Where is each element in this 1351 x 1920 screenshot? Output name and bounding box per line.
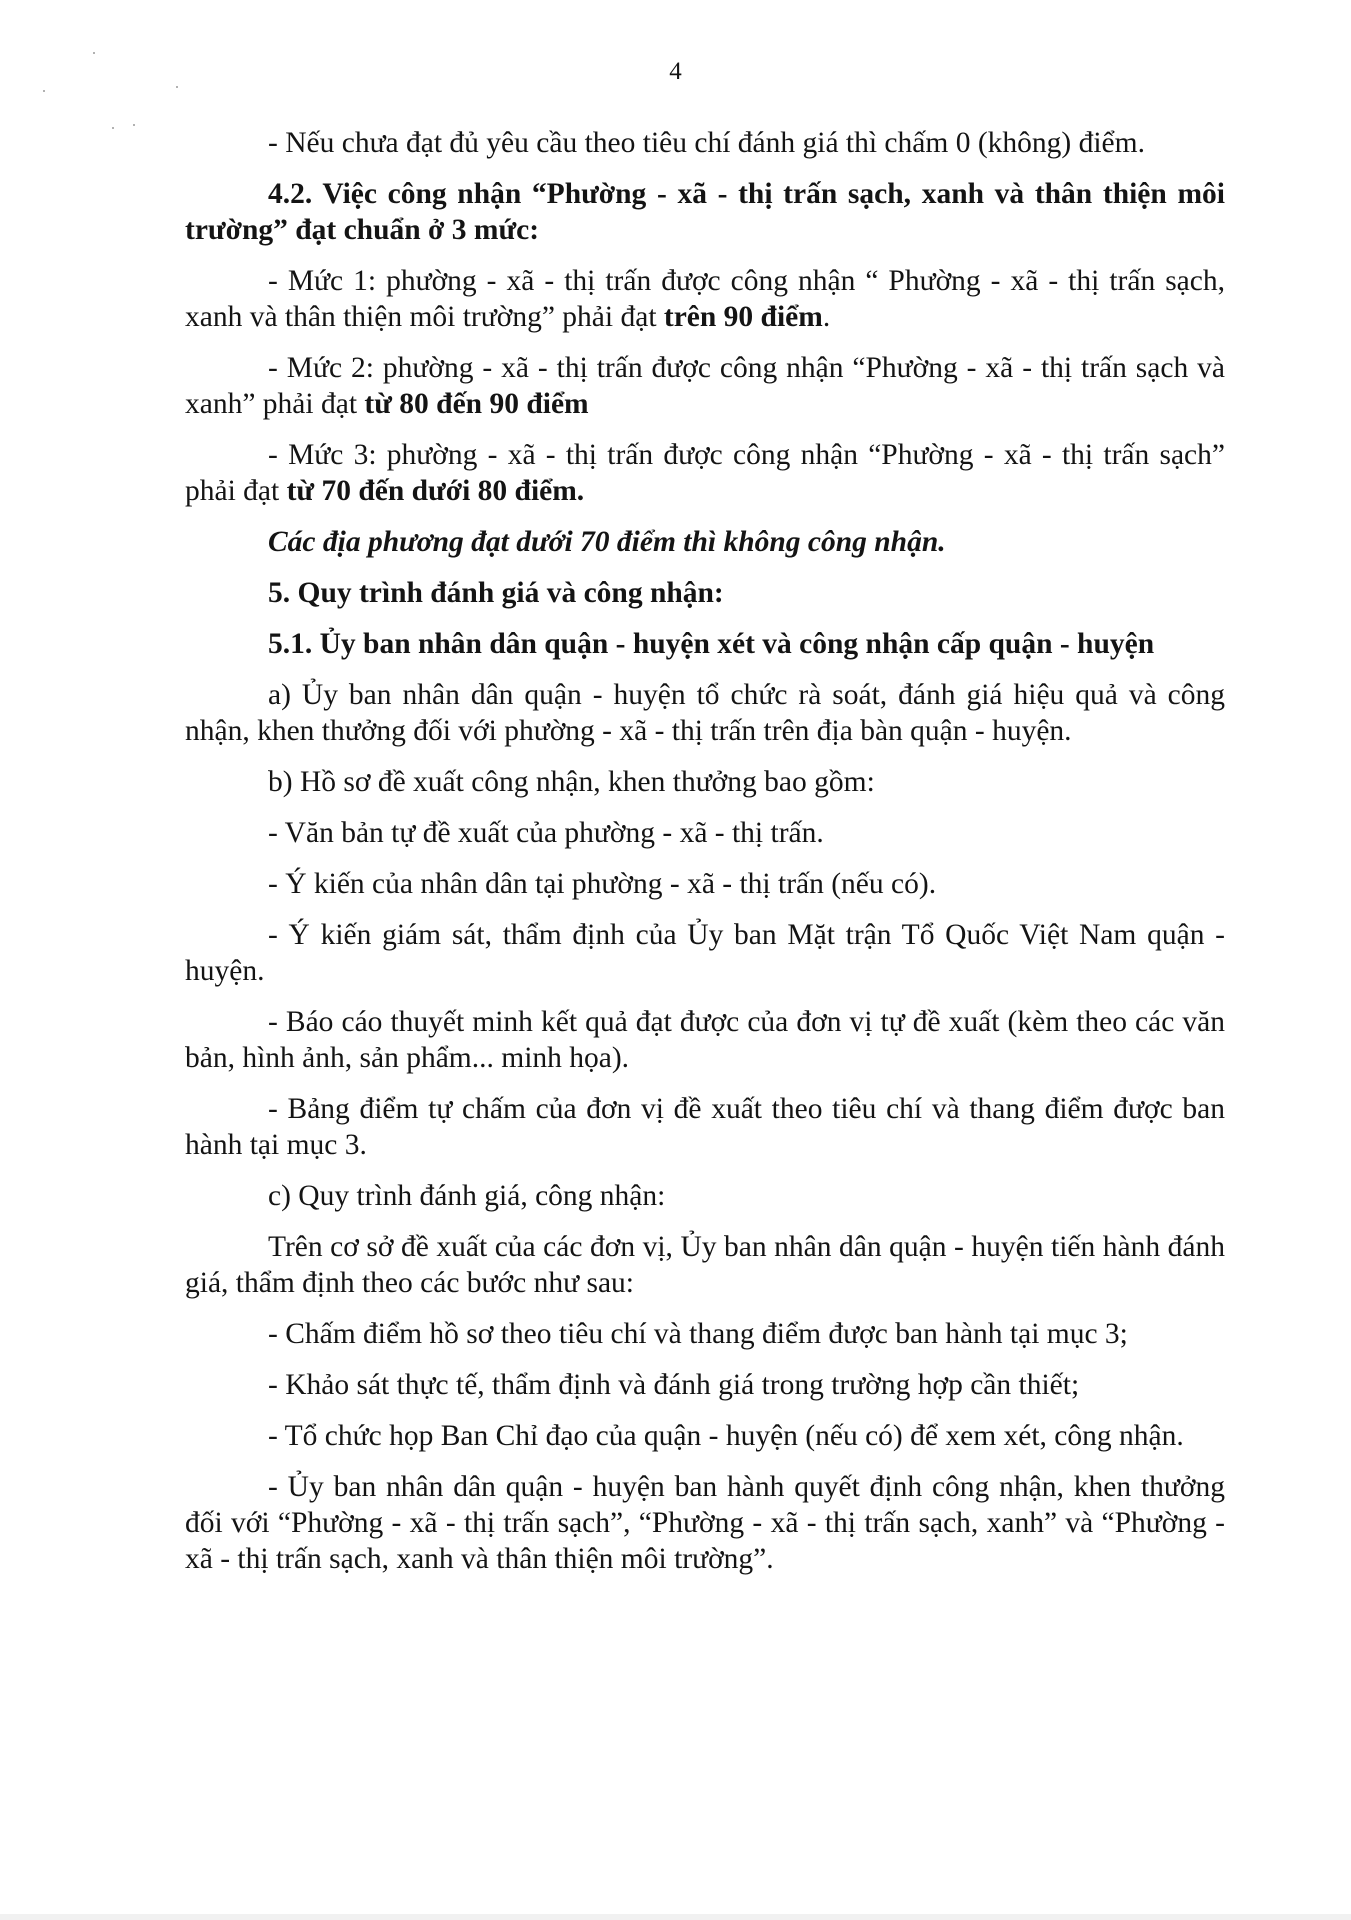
section-heading-5: 5. Quy trình đánh giá và công nhận: <box>268 577 724 609</box>
list-item-b4: - Báo cáo thuyết minh kết quả đạt được của đơn vị tự đề xuất (kèm theo các văn bản, hình ảnh, sản phẩm... minh họa). <box>185 1006 1225 1074</box>
list-item-b2: - Ý kiến của nhân dân tại phường - xã - thị trấn (nếu có). <box>268 868 937 900</box>
paragraph-level-2 <box>185 350 1225 422</box>
level-1-end: . <box>822 301 831 333</box>
paragraph-a: a) Ủy ban nhân dân quận - huyện tổ chức rà soát, đánh giá hiệu quả và công nhận, khen thưởng đối với phường - xã - thị trấn trên địa bàn quận - huyện. <box>185 679 1225 747</box>
scan-speck <box>176 86 178 88</box>
section-heading-4-2: 4.2. Việc công nhận “Phường - xã - thị trấn sạch, xanh và thân thiện môi trường” đạt chuẩn ở 3 mức: <box>185 178 1225 246</box>
list-item-c1: - Chấm điểm hồ sơ theo tiêu chí và thang điểm được ban hành tại mục 3; <box>268 1318 1128 1350</box>
level-3-score: từ 70 đến dưới 80 điểm. <box>286 475 585 507</box>
level-2-text: - Mức 2: phường - xã - thị trấn được công nhận “Phường - xã - thị trấn sạch và xanh” phải đạt <box>185 352 1225 420</box>
list-item-c2: - Khảo sát thực tế, thẩm định và đánh giá trong trường hợp cần thiết; <box>268 1369 1080 1401</box>
paragraph-level-3 <box>185 437 1225 509</box>
list-item-c4: - Ủy ban nhân dân quận - huyện ban hành quyết định công nhận, khen thưởng đối với “Phường - xã - thị trấn sạch”, “Phường - xã - thị trấn sạch, xanh” và “Phường - xã - thị trấn sạch, xanh và thân thiện môi trường”. <box>185 1471 1225 1575</box>
paragraph-level-1 <box>185 263 1225 335</box>
list-item-b5: - Bảng điểm tự chấm của đơn vị đề xuất theo tiêu chí và thang điểm được ban hành tại mục 3. <box>185 1093 1225 1161</box>
scan-speck <box>133 124 135 126</box>
paragraph-c-intro: Trên cơ sở đề xuất của các đơn vị, Ủy ban nhân dân quận - huyện tiến hành đánh giá, thẩm định theo các bước như sau: <box>185 1231 1225 1299</box>
paragraph-c: c) Quy trình đánh giá, công nhận: <box>268 1180 666 1212</box>
level-1-text: - Mức 1: phường - xã - thị trấn được công nhận “ Phường - xã - thị trấn sạch, xanh và thân thiện môi trường” phải đạt <box>185 265 1225 333</box>
section-heading-5-1: 5.1. Ủy ban nhân dân quận - huyện xét và công nhận cấp quận - huyện <box>268 628 1155 660</box>
paragraph-zero-points: - Nếu chưa đạt đủ yêu cầu theo tiêu chí đánh giá thì chấm 0 (không) điểm. <box>268 127 1145 159</box>
italic-note: Các địa phương đạt dưới 70 điểm thì không công nhận. <box>268 526 946 558</box>
level-3-text: - Mức 3: phường - xã - thị trấn được công nhận “Phường - xã - thị trấn sạch” phải đạt <box>185 439 1225 507</box>
level-1-score: trên 90 điểm <box>663 301 823 333</box>
page-number: 4 <box>669 58 682 85</box>
scan-speck <box>43 90 45 92</box>
list-item-c3: - Tổ chức họp Ban Chỉ đạo của quận - huyện (nếu có) để xem xét, công nhận. <box>268 1420 1184 1452</box>
scan-edge <box>0 1914 1351 1920</box>
list-item-b3: - Ý kiến giám sát, thẩm định của Ủy ban Mặt trận Tổ Quốc Việt Nam quận - huyện. <box>185 919 1225 987</box>
document-body <box>185 125 1225 1577</box>
list-item-b1: - Văn bản tự đề xuất của phường - xã - thị trấn. <box>268 817 824 849</box>
scan-speck <box>93 52 95 54</box>
scan-speck <box>112 127 114 129</box>
paragraph-b: b) Hồ sơ đề xuất công nhận, khen thưởng bao gồm: <box>268 766 875 798</box>
level-2-score: từ 80 đến 90 điểm <box>364 388 589 420</box>
